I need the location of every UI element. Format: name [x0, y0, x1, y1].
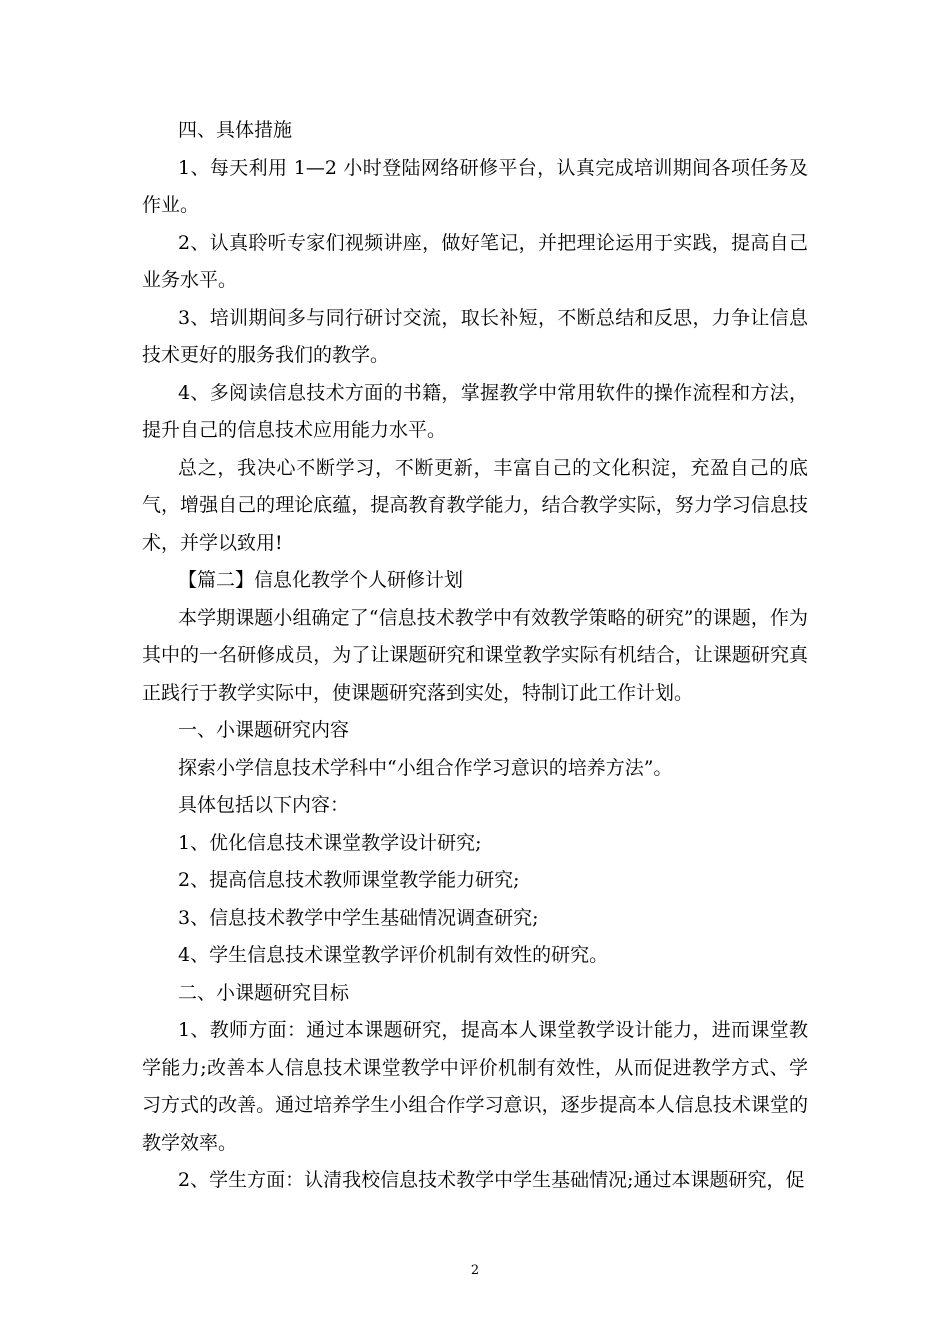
- paragraph-research-topic: 探索小学信息技术学科中“小组合作学习意识的培养方法”。: [178, 756, 673, 779]
- list-item-content-2: 2、提高信息技术教师课堂教学能力研究;: [178, 869, 520, 891]
- section-heading-measures: 四、具体措施: [178, 119, 293, 141]
- paragraph-measure-3: 3、培训期间多与同行研讨交流，取长补短，不断总结和反思，力争让信息技术更好的服务我们的教学。: [142, 306, 808, 366]
- paragraph-goal-teacher: 1、教师方面：通过本课题研究，提高本人课堂教学设计能力，进而课堂教学能力;改善本人信息技术课堂教学中评价机制有效性，从而促进教学方式、学习方式的改善。通过培养学生小组合作学习意识，逐步提高本人信息技术课堂的教学效率。: [142, 1019, 808, 1154]
- list-item-content-4: 4、学生信息技术课堂教学评价机制有效性的研究。: [178, 944, 609, 966]
- paragraph-measure-4: 4、多阅读信息技术方面的书籍，掌握教学中常用软件的操作流程和方法，提升自己的信息技术应用能力水平。: [142, 381, 808, 441]
- paragraph-intro: 本学期课题小组确定了“信息技术教学中有效教学策略的研究”的课题，作为其中的一名研修成员，为了让课题研究和课堂教学实际有机结合，让课题研究真正践行于教学实际中，使课题研究落到实处，特制订此工作计划。: [142, 606, 808, 704]
- page-number: 2: [470, 1263, 480, 1278]
- section-heading-research-content: 一、小课题研究内容: [178, 719, 350, 741]
- section-heading-research-goals: 二、小课题研究目标: [178, 981, 350, 1004]
- paragraph-measure-2: 2、认真聆听专家们视频讲座，做好笔记，并把理论运用于实践，提高自己业务水平。: [142, 231, 808, 291]
- paragraph-measure-1: 1、每天利用 1—2 小时登陆网络研修平台，认真完成培训期间各项任务及作业。: [142, 156, 808, 216]
- paragraph-content-list-intro: 具体包括以下内容：: [178, 794, 350, 816]
- list-item-content-3: 3、信息技术教学中学生基础情况调查研究;: [178, 906, 539, 929]
- list-item-content-1: 1、优化信息技术课堂教学设计研究;: [178, 831, 482, 854]
- paragraph-goal-student: 2、学生方面：认清我校信息技术教学中学生基础情况;通过本课题研究，促: [178, 1169, 805, 1191]
- paragraph-summary: 总之，我决心不断学习，不断更新，丰富自己的文化积淀，充盈自己的底气，增强自己的理论底蕴，提高教育教学能力，结合教学实际，努力学习信息技术，并学以致用!: [142, 456, 808, 554]
- document-body: [142, 112, 808, 1200]
- article-title-part-two: 【篇二】信息化教学个人研修计划: [178, 569, 464, 591]
